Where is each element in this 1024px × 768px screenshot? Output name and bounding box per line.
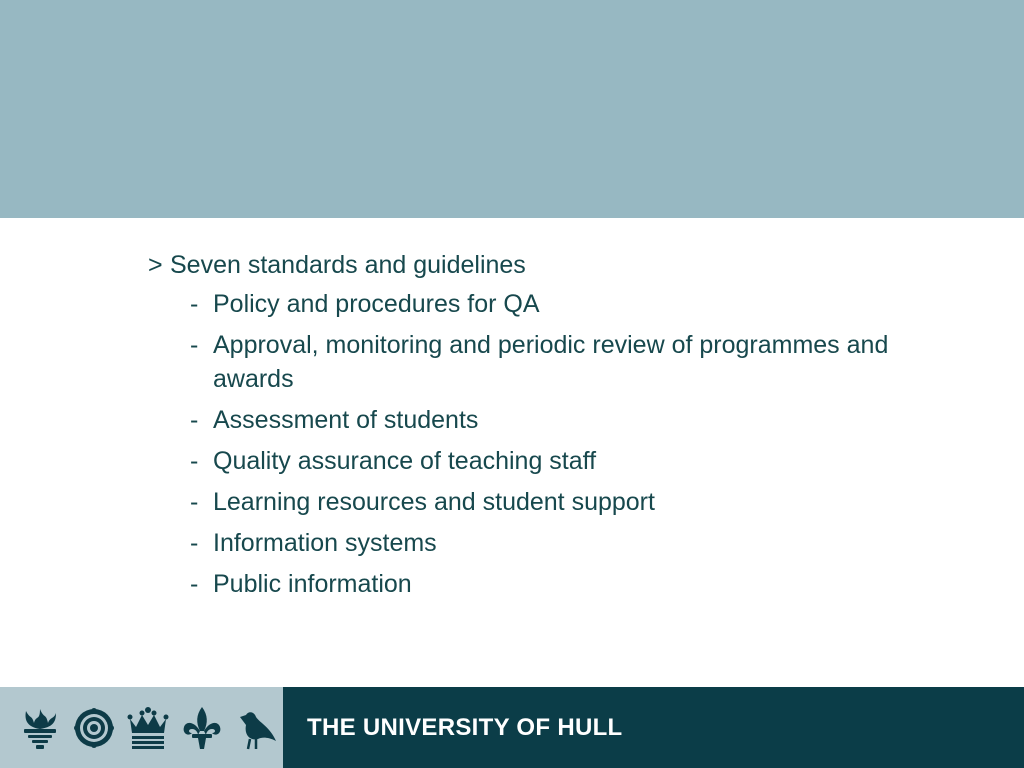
sub-bullet-item	[148, 526, 948, 560]
university-name: THE UNIVERSITY OF HULL	[307, 713, 623, 741]
bird-icon	[234, 705, 278, 751]
sub-bullet-text: Public information	[213, 570, 412, 598]
sub-bullet-marker: -	[190, 447, 199, 475]
sub-bullet-marker: -	[190, 406, 199, 434]
sub-bullet-item	[148, 444, 948, 478]
rose-icon	[72, 705, 116, 751]
sub-bullet-item	[148, 328, 948, 396]
main-bullet-text: Seven standards and guidelines	[170, 251, 526, 279]
sub-bullet-text: Quality assurance of teaching staff	[213, 447, 597, 475]
sub-bullet-marker: -	[190, 290, 199, 318]
header-band	[0, 0, 1024, 218]
sub-bullet-text: Learning resources and student support	[213, 488, 655, 516]
torch-icon	[18, 705, 62, 751]
sub-bullet-marker: -	[190, 570, 199, 598]
main-bullet	[148, 250, 948, 280]
footer	[0, 687, 1024, 768]
fleur-de-lis-icon	[180, 705, 224, 751]
slide-content	[148, 250, 948, 601]
sub-bullet-text: Information systems	[213, 529, 437, 557]
sub-bullet-item	[148, 287, 948, 321]
university-name-panel	[283, 687, 1024, 768]
main-bullet-marker: >	[148, 251, 163, 279]
sub-bullet-marker: -	[190, 488, 199, 516]
sub-bullet-item	[148, 567, 948, 601]
sub-bullet-list	[148, 287, 948, 601]
sub-bullet-marker: -	[190, 331, 199, 359]
sub-bullet-marker: -	[190, 529, 199, 557]
crest-panel	[0, 687, 283, 768]
sub-bullet-text: Policy and procedures for QA	[213, 290, 540, 318]
sub-bullet-text: Assessment of students	[213, 406, 479, 434]
crown-icon	[126, 705, 170, 751]
sub-bullet-item	[148, 485, 948, 519]
sub-bullet-item	[148, 403, 948, 437]
sub-bullet-text: Approval, monitoring and periodic review of programmes and awards	[213, 331, 889, 393]
